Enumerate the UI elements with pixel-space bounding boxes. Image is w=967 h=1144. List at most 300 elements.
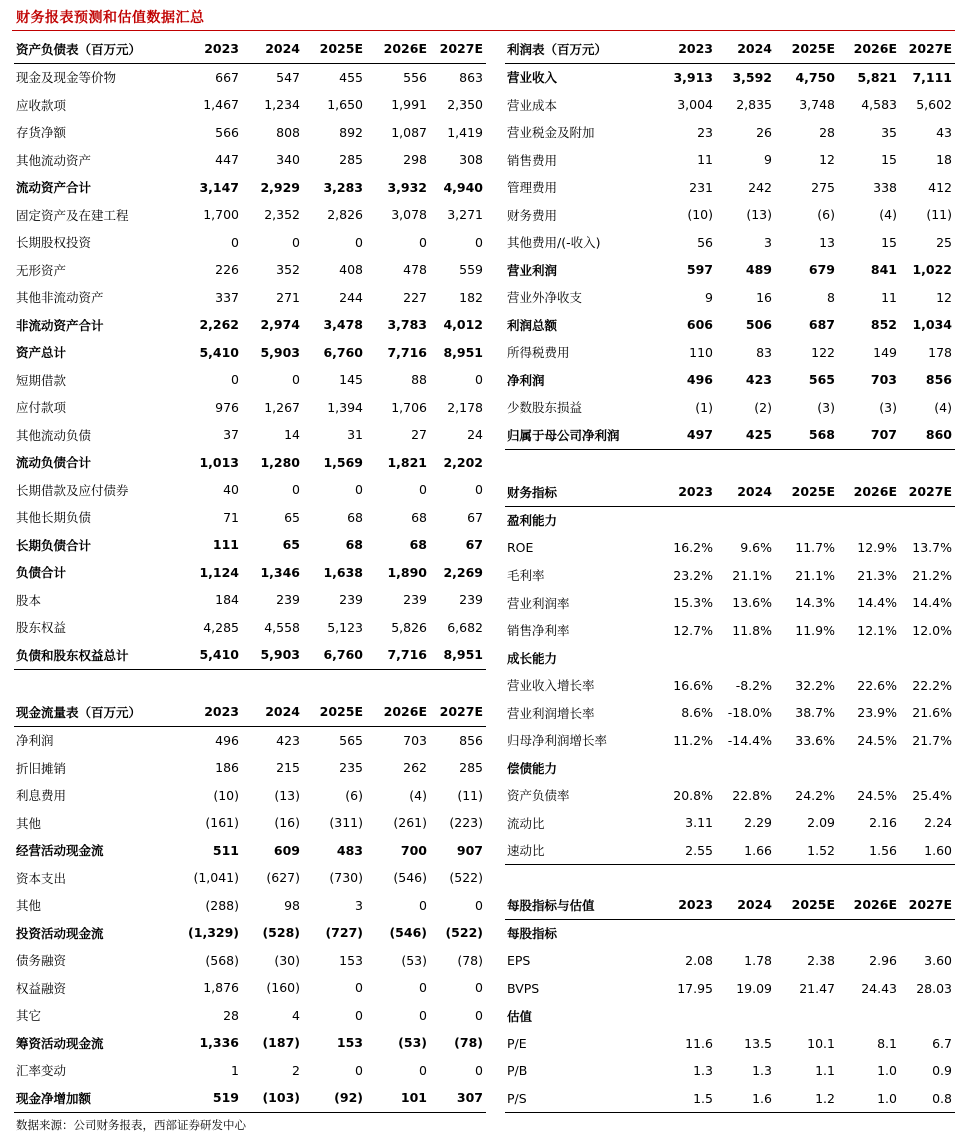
cell-value: 21.2% bbox=[912, 567, 952, 583]
row-label: 其它 bbox=[16, 1008, 42, 1024]
cell-value: -8.2% bbox=[735, 677, 772, 693]
cell-value: 0 bbox=[292, 482, 300, 498]
table-row bbox=[505, 1030, 955, 1058]
cell-value: 3,932 bbox=[387, 179, 427, 195]
cell-value: 13.7% bbox=[912, 540, 952, 556]
row-label: 短期借款 bbox=[16, 372, 67, 388]
cell-value: 423 bbox=[276, 732, 300, 748]
cell-value: (4) bbox=[934, 399, 952, 415]
cell-value: 3,004 bbox=[677, 97, 713, 113]
year-header: 2023 bbox=[204, 41, 239, 57]
cell-value: 0 bbox=[231, 372, 239, 388]
cell-value: 8,951 bbox=[443, 647, 483, 663]
cell-value: 2,202 bbox=[443, 454, 483, 470]
table-row bbox=[505, 146, 955, 174]
table-row bbox=[14, 284, 486, 312]
cell-value: 1.3 bbox=[752, 1063, 772, 1079]
table-row bbox=[505, 617, 955, 645]
table-row bbox=[14, 1057, 486, 1085]
table-row bbox=[505, 562, 955, 590]
cell-value: 2,826 bbox=[327, 207, 363, 223]
cell-value: 3,592 bbox=[732, 69, 772, 85]
table-row bbox=[505, 1085, 955, 1113]
cell-value: (730) bbox=[329, 870, 363, 886]
year-header: 2026E bbox=[853, 484, 897, 500]
table-row bbox=[14, 63, 486, 91]
cell-value: 9.6% bbox=[740, 540, 772, 556]
year-header: 2026E bbox=[383, 41, 427, 57]
cell-value: (522) bbox=[449, 870, 483, 886]
cell-value bbox=[716, 644, 775, 672]
row-label: 债务融资 bbox=[16, 953, 67, 969]
cell-value: 8.1 bbox=[877, 1035, 897, 1051]
table-row bbox=[14, 449, 486, 477]
cell-value: 11.9% bbox=[795, 622, 835, 638]
cell-value: 408 bbox=[339, 262, 363, 278]
income-statement-grid bbox=[505, 35, 955, 450]
year-header: 2024 bbox=[265, 41, 300, 57]
cell-value: (10) bbox=[687, 207, 713, 223]
cell-value: 3.60 bbox=[924, 953, 952, 969]
cell-value: 6,682 bbox=[447, 619, 483, 635]
cell-value: 3,271 bbox=[447, 207, 483, 223]
cell-value: 68 bbox=[347, 509, 363, 525]
cell-value: 506 bbox=[745, 317, 772, 333]
cell-value bbox=[900, 1002, 955, 1030]
cell-value: (1,329) bbox=[188, 925, 239, 941]
cash-flow-table bbox=[14, 698, 486, 1113]
cell-value: 7,716 bbox=[387, 647, 427, 663]
cell-value: (568) bbox=[205, 952, 239, 968]
cell-value: 565 bbox=[808, 372, 835, 388]
cell-value: 2.16 bbox=[869, 815, 897, 831]
cell-value: 35 bbox=[881, 124, 897, 140]
cell-value: 16 bbox=[756, 289, 772, 305]
row-label: 毛利率 bbox=[507, 568, 545, 584]
cell-value: 7,716 bbox=[387, 344, 427, 360]
cell-value: (288) bbox=[205, 897, 239, 913]
cell-value: (13) bbox=[274, 787, 300, 803]
cell-value: 20.8% bbox=[673, 787, 713, 803]
year-header: 2023 bbox=[678, 897, 713, 913]
cell-value: 687 bbox=[808, 317, 835, 333]
cell-value: 38.7% bbox=[795, 705, 835, 721]
cell-value: 26 bbox=[756, 124, 772, 140]
cell-value: 307 bbox=[456, 1090, 483, 1106]
cell-value: 707 bbox=[870, 427, 897, 443]
cell-value bbox=[716, 754, 775, 782]
cell-value: 16.2% bbox=[673, 540, 713, 556]
cell-value: 3,283 bbox=[323, 179, 363, 195]
row-label: 资产负债率 bbox=[507, 788, 570, 804]
table-row bbox=[14, 947, 486, 975]
cell-value: (30) bbox=[274, 952, 300, 968]
row-label: 营业利润增长率 bbox=[507, 705, 595, 721]
cell-value: 1,638 bbox=[323, 564, 363, 580]
year-header: 2025E bbox=[319, 704, 363, 720]
cell-value bbox=[652, 1002, 716, 1030]
cell-value: 1,821 bbox=[387, 454, 427, 470]
cell-value: 0 bbox=[475, 482, 483, 498]
cell-value: 33.6% bbox=[795, 732, 835, 748]
cell-value: (161) bbox=[205, 815, 239, 831]
cell-value: 298 bbox=[403, 152, 427, 168]
cell-value: 2,929 bbox=[260, 179, 300, 195]
cell-value: 338 bbox=[873, 179, 897, 195]
row-label: 营业税金及附加 bbox=[507, 125, 595, 141]
year-header: 2023 bbox=[204, 704, 239, 720]
cell-value: 184 bbox=[215, 592, 239, 608]
row-label: 营业收入增长率 bbox=[507, 678, 595, 694]
cell-value: 856 bbox=[925, 372, 952, 388]
cell-value: 1.6 bbox=[752, 1090, 772, 1106]
cell-value: 559 bbox=[459, 262, 483, 278]
financial-ratios-grid bbox=[505, 478, 955, 865]
cell-value: 153 bbox=[336, 1035, 363, 1051]
cell-value bbox=[775, 1002, 838, 1030]
table-title: 利润表（百万元） bbox=[507, 41, 608, 57]
cell-value: (1) bbox=[695, 399, 713, 415]
table-row bbox=[505, 119, 955, 147]
row-label: 速动比 bbox=[507, 843, 545, 859]
cell-value: 1,394 bbox=[327, 399, 363, 415]
cell-value: 308 bbox=[459, 152, 483, 168]
row-label: 负债和股东权益总计 bbox=[16, 647, 129, 663]
section-row bbox=[505, 919, 955, 947]
table-row bbox=[14, 504, 486, 532]
cell-value: 178 bbox=[928, 344, 952, 360]
header-row bbox=[505, 891, 955, 919]
row-label: 折旧摊销 bbox=[16, 760, 67, 776]
row-label: 现金净增加额 bbox=[16, 1090, 92, 1106]
table-row bbox=[14, 559, 486, 587]
cell-value: 483 bbox=[336, 842, 363, 858]
cell-value: 2.09 bbox=[807, 815, 835, 831]
year-header: 2024 bbox=[737, 41, 772, 57]
row-label: 经营活动现金流 bbox=[16, 843, 104, 859]
source-footnote: 数据来源：公司财务报表，西部证券研发中心 bbox=[16, 1118, 246, 1132]
cell-value: (627) bbox=[266, 870, 300, 886]
cell-value: 11.8% bbox=[732, 622, 772, 638]
table-row bbox=[505, 91, 955, 119]
row-label: 营业外净收支 bbox=[507, 290, 583, 306]
cell-value: 21.3% bbox=[857, 567, 897, 583]
cell-value: 0 bbox=[355, 1062, 363, 1078]
table-row bbox=[14, 809, 486, 837]
cell-value: 1,876 bbox=[203, 980, 239, 996]
cell-value: 0 bbox=[292, 234, 300, 250]
cell-value: (11) bbox=[457, 787, 483, 803]
cell-value: 907 bbox=[456, 842, 483, 858]
cell-value: 5,903 bbox=[260, 344, 300, 360]
cell-value: 83 bbox=[756, 344, 772, 360]
cell-value: 14.3% bbox=[795, 595, 835, 611]
row-label: 长期借款及应付债券 bbox=[16, 482, 129, 498]
cell-value: 0 bbox=[475, 980, 483, 996]
cell-value: 2.38 bbox=[807, 953, 835, 969]
cell-value: 0 bbox=[419, 482, 427, 498]
row-label: 其他长期负债 bbox=[16, 510, 92, 526]
row-label: 资本支出 bbox=[16, 870, 67, 886]
cell-value: 565 bbox=[339, 732, 363, 748]
row-label: 销售费用 bbox=[507, 152, 558, 168]
cell-value: 1,280 bbox=[260, 454, 300, 470]
section-row bbox=[505, 644, 955, 672]
year-header: 2024 bbox=[737, 897, 772, 913]
cell-value: 1,013 bbox=[199, 454, 239, 470]
table-row bbox=[14, 837, 486, 865]
cell-value: 67 bbox=[467, 509, 483, 525]
table-row bbox=[505, 229, 955, 257]
cell-value: 425 bbox=[745, 427, 772, 443]
table-row bbox=[505, 782, 955, 810]
cell-value: 285 bbox=[339, 152, 363, 168]
cell-value: (103) bbox=[262, 1090, 300, 1106]
cell-value: 1,890 bbox=[387, 564, 427, 580]
cell-value: 24.5% bbox=[857, 787, 897, 803]
cell-value: 455 bbox=[339, 69, 363, 85]
cell-value: 18 bbox=[936, 152, 952, 168]
table-row bbox=[14, 146, 486, 174]
row-label: 其他非流动资产 bbox=[16, 290, 104, 306]
table-row bbox=[14, 782, 486, 810]
cell-value: (160) bbox=[266, 980, 300, 996]
table-row bbox=[14, 919, 486, 947]
cell-value: 496 bbox=[686, 372, 713, 388]
cell-value: 3.11 bbox=[685, 815, 713, 831]
cell-value: 0 bbox=[419, 897, 427, 913]
cell-value: 667 bbox=[215, 69, 239, 85]
per-share-valuation-grid bbox=[505, 891, 955, 1113]
table-row bbox=[14, 754, 486, 782]
table-row bbox=[14, 174, 486, 202]
row-label: 所得税费用 bbox=[507, 345, 570, 361]
table-row bbox=[14, 864, 486, 892]
cell-value: 15 bbox=[881, 152, 897, 168]
cell-value: 21.47 bbox=[799, 980, 835, 996]
row-label: P/E bbox=[507, 1035, 527, 1051]
title-divider bbox=[12, 30, 955, 31]
cell-value: 2.96 bbox=[869, 953, 897, 969]
cell-value: 0 bbox=[355, 1007, 363, 1023]
cell-value bbox=[775, 506, 838, 534]
cell-value: 226 bbox=[215, 262, 239, 278]
cell-value: 568 bbox=[808, 427, 835, 443]
cell-value: 337 bbox=[215, 289, 239, 305]
cell-value: 11 bbox=[697, 152, 713, 168]
table-row bbox=[14, 366, 486, 394]
cell-value: 23.2% bbox=[673, 567, 713, 583]
cell-value: 1.2 bbox=[815, 1090, 835, 1106]
row-label: 资产总计 bbox=[16, 345, 67, 361]
cell-value bbox=[838, 919, 900, 947]
cell-value: 0 bbox=[355, 482, 363, 498]
year-header: 2027E bbox=[908, 484, 952, 500]
cell-value: 4,285 bbox=[203, 619, 239, 635]
cell-value: 28 bbox=[223, 1007, 239, 1023]
cell-value: 2,835 bbox=[736, 97, 772, 113]
cell-value: 2.29 bbox=[744, 815, 772, 831]
cell-value: 1.0 bbox=[877, 1063, 897, 1079]
cell-value: (261) bbox=[393, 815, 427, 831]
row-label: P/S bbox=[507, 1090, 527, 1106]
cell-value: (6) bbox=[817, 207, 835, 223]
cell-value: 1,124 bbox=[199, 564, 239, 580]
row-label: 筹资活动现金流 bbox=[16, 1035, 104, 1051]
cell-value: 5,410 bbox=[199, 344, 239, 360]
cell-value: 0 bbox=[231, 234, 239, 250]
cell-value: (78) bbox=[454, 1035, 483, 1051]
table-row bbox=[505, 672, 955, 700]
cell-value: 10.1 bbox=[807, 1035, 835, 1051]
cell-value: 28 bbox=[819, 124, 835, 140]
cell-value: 1,034 bbox=[912, 317, 952, 333]
financial-ratios-table bbox=[505, 478, 955, 865]
row-label: ROE bbox=[507, 540, 534, 556]
cell-value: 5,410 bbox=[199, 647, 239, 663]
table-row bbox=[14, 1084, 486, 1112]
row-label: 股东权益 bbox=[16, 620, 67, 636]
year-header: 2027E bbox=[908, 897, 952, 913]
cell-value: 12.7% bbox=[673, 622, 713, 638]
cell-value: 11 bbox=[881, 289, 897, 305]
table-row bbox=[505, 174, 955, 202]
year-header: 2026E bbox=[853, 897, 897, 913]
year-header: 2026E bbox=[853, 41, 897, 57]
cell-value: 0 bbox=[475, 1007, 483, 1023]
cell-value bbox=[900, 644, 955, 672]
cell-value: 478 bbox=[403, 262, 427, 278]
year-header: 2024 bbox=[265, 704, 300, 720]
cell-value: 65 bbox=[284, 509, 300, 525]
cell-value: 22.6% bbox=[857, 677, 897, 693]
row-label: 盈利能力 bbox=[507, 513, 558, 529]
row-label: 净利润 bbox=[507, 372, 545, 388]
cell-value bbox=[716, 506, 775, 534]
table-row bbox=[14, 1002, 486, 1030]
table-row bbox=[505, 809, 955, 837]
cell-value: 1,234 bbox=[264, 97, 300, 113]
year-header: 2027E bbox=[908, 41, 952, 57]
cell-value: 215 bbox=[276, 760, 300, 776]
table-row bbox=[14, 91, 486, 119]
table-title: 每股指标与估值 bbox=[507, 897, 595, 913]
cell-value: 21.7% bbox=[912, 732, 952, 748]
cell-value: 7,111 bbox=[912, 69, 952, 85]
cell-value: 1.5 bbox=[693, 1090, 713, 1106]
year-header: 2027E bbox=[439, 41, 483, 57]
cell-value: 1,467 bbox=[203, 97, 239, 113]
cell-value: (546) bbox=[389, 925, 427, 941]
row-label: 存货净额 bbox=[16, 125, 67, 141]
row-label: 其他费用/(-收入) bbox=[507, 235, 601, 251]
cell-value: 4,012 bbox=[443, 317, 483, 333]
table-row bbox=[505, 366, 955, 394]
cell-value bbox=[775, 919, 838, 947]
row-label: 股本 bbox=[16, 592, 42, 608]
row-label: 长期负债合计 bbox=[16, 537, 92, 553]
cell-value: (1,041) bbox=[193, 870, 239, 886]
table-row bbox=[14, 892, 486, 920]
cell-value: 679 bbox=[808, 262, 835, 278]
year-header: 2025E bbox=[791, 897, 835, 913]
balance-sheet-grid bbox=[14, 35, 486, 670]
cell-value: 15.3% bbox=[673, 595, 713, 611]
cell-value: 17.95 bbox=[677, 980, 713, 996]
year-header: 2025E bbox=[319, 41, 363, 57]
cell-value: 1.0 bbox=[877, 1090, 897, 1106]
cell-value: 1,650 bbox=[327, 97, 363, 113]
cell-value: 1.56 bbox=[869, 842, 897, 858]
table-row bbox=[505, 311, 955, 339]
cell-value: 25.4% bbox=[912, 787, 952, 803]
cell-value: (10) bbox=[213, 787, 239, 803]
cell-value: 244 bbox=[339, 289, 363, 305]
cell-value: 2,269 bbox=[443, 564, 483, 580]
cell-value: 860 bbox=[925, 427, 952, 443]
cell-value: 496 bbox=[215, 732, 239, 748]
cell-value: 6.7 bbox=[932, 1035, 952, 1051]
cell-value: 0 bbox=[419, 980, 427, 996]
cell-value: 101 bbox=[400, 1090, 427, 1106]
cell-value: 32.2% bbox=[795, 677, 835, 693]
table-title: 财务指标 bbox=[507, 484, 558, 500]
section-row bbox=[505, 754, 955, 782]
row-label: 其他 bbox=[16, 815, 42, 831]
table-row bbox=[505, 339, 955, 367]
cell-value: 239 bbox=[339, 592, 363, 608]
cell-value: 0 bbox=[419, 234, 427, 250]
cell-value: 703 bbox=[403, 732, 427, 748]
cell-value: 12 bbox=[819, 152, 835, 168]
cell-value: -14.4% bbox=[727, 732, 772, 748]
cell-value: 28.03 bbox=[916, 980, 952, 996]
row-label: 财务费用 bbox=[507, 207, 558, 223]
cell-value: 1,022 bbox=[912, 262, 952, 278]
cell-value: 1,087 bbox=[391, 124, 427, 140]
cell-value: 1,991 bbox=[391, 97, 427, 113]
cell-value: 4,558 bbox=[264, 619, 300, 635]
cell-value: 8 bbox=[827, 289, 835, 305]
cell-value bbox=[838, 1002, 900, 1030]
year-header: 2023 bbox=[678, 484, 713, 500]
table-row bbox=[505, 837, 955, 865]
table-row bbox=[14, 476, 486, 504]
cell-value: (522) bbox=[445, 925, 483, 941]
cell-value: 556 bbox=[403, 69, 427, 85]
cell-value: 2.24 bbox=[924, 815, 952, 831]
row-label: 非流动资产合计 bbox=[16, 317, 104, 333]
cell-value: 24.43 bbox=[861, 980, 897, 996]
cell-value: 597 bbox=[686, 262, 713, 278]
year-header: 2023 bbox=[678, 41, 713, 57]
row-label: 偿债能力 bbox=[507, 760, 558, 776]
row-label: 应收款项 bbox=[16, 97, 67, 113]
cell-value: 40 bbox=[223, 482, 239, 498]
cell-value: 1.66 bbox=[744, 842, 772, 858]
year-header: 2027E bbox=[439, 704, 483, 720]
cell-value: 285 bbox=[459, 760, 483, 776]
cell-value: 3,078 bbox=[391, 207, 427, 223]
per-share-valuation-table bbox=[505, 891, 955, 1113]
cell-value: 489 bbox=[745, 262, 772, 278]
table-row bbox=[14, 229, 486, 257]
cell-value: 4,750 bbox=[795, 69, 835, 85]
year-header: 2025E bbox=[791, 41, 835, 57]
table-row bbox=[14, 394, 486, 422]
cell-value: 12.0% bbox=[912, 622, 952, 638]
cell-value bbox=[716, 1002, 775, 1030]
